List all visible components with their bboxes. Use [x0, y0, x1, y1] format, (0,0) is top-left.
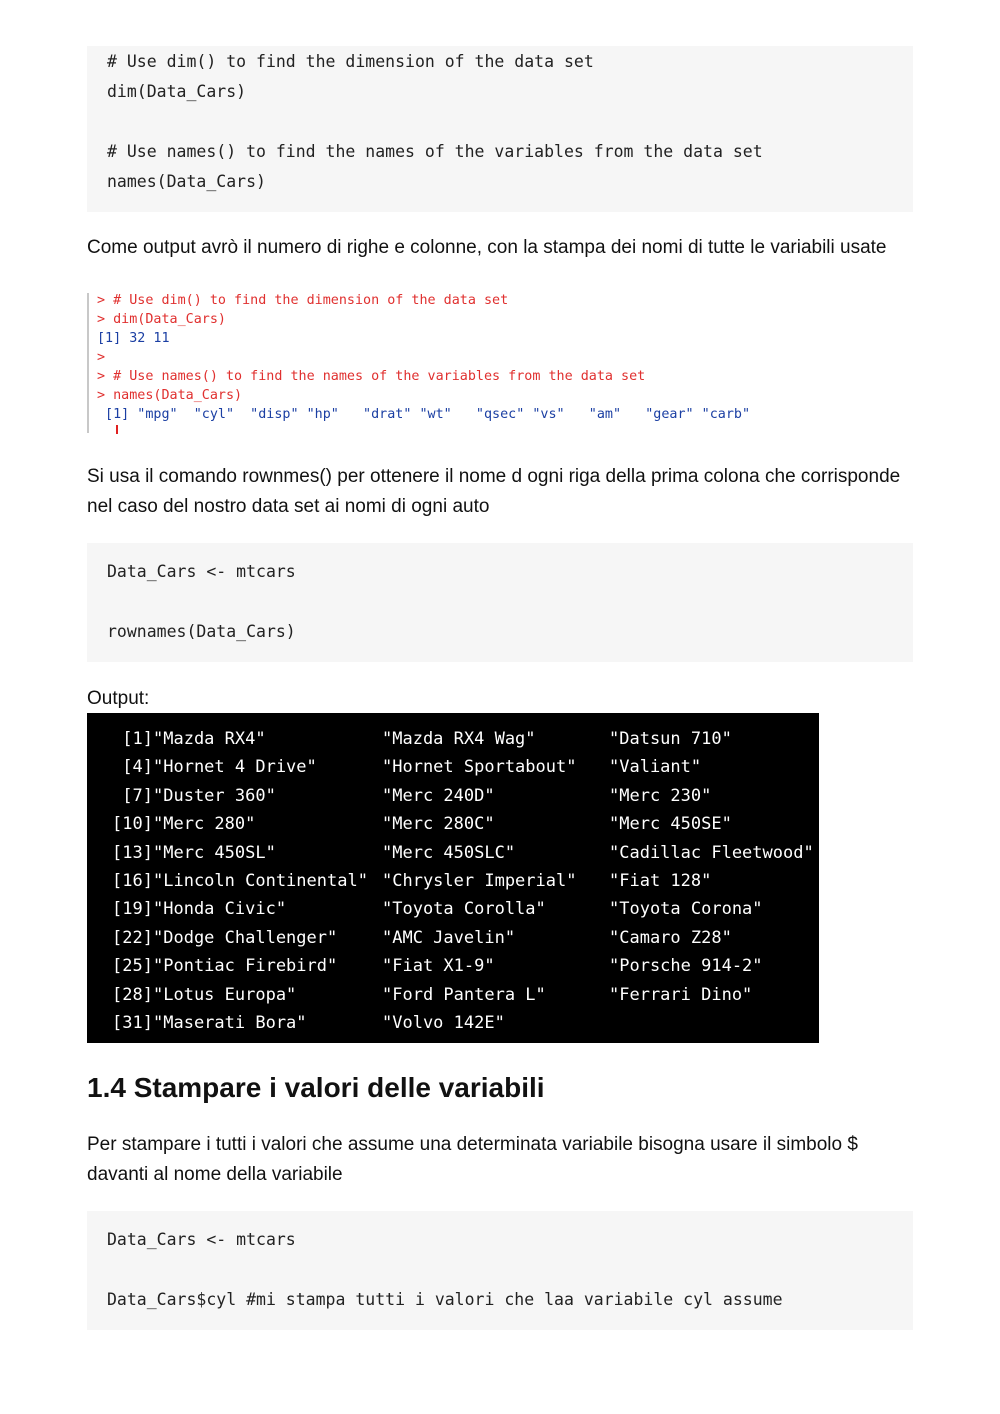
output-cell: "Merc 240D" — [382, 785, 495, 806]
console-line: [1] 32 11 — [97, 331, 170, 346]
output-row — [87, 1013, 819, 1041]
output-cell: "Ford Pantera L" — [382, 984, 546, 1005]
code-line: dim(Data_Cars) — [107, 82, 247, 101]
output-row — [87, 814, 819, 842]
output-row — [87, 871, 819, 899]
code-line: names(Data_Cars) — [107, 172, 266, 191]
output-cell: "Pontiac Firebird" — [153, 956, 338, 977]
code-line: Data_Cars <- mtcars — [107, 1230, 296, 1249]
output-cell: "Toyota Corolla" — [382, 899, 546, 920]
output-cell: "Lotus Europa" — [153, 984, 297, 1005]
output-cell: "Cadillac Fleetwood" — [609, 842, 814, 863]
output-row-index: [13] — [112, 842, 153, 863]
code-block-dim-names — [87, 46, 913, 212]
output-label: Output: — [87, 688, 150, 709]
output-row-index: [28] — [112, 984, 153, 1005]
output-row-index: [4] — [122, 757, 153, 778]
output-cell: "Porsche 914-2" — [609, 956, 763, 977]
console-line: > # Use dim() to find the dimension of the data set — [97, 293, 509, 308]
output-cell: "Datsun 710" — [609, 729, 732, 749]
output-row — [87, 786, 819, 814]
output-cell: "Hornet Sportabout" — [382, 757, 577, 778]
output-cell: "Merc 450SE" — [609, 814, 732, 835]
output-row — [87, 757, 819, 785]
output-cell: "Honda Civic" — [153, 899, 287, 920]
code-block-cyl — [87, 1211, 913, 1330]
output-cell: "Chrysler Imperial" — [382, 871, 577, 891]
output-cell: "Lincoln Continental" — [153, 871, 368, 891]
output-cell: "Merc 450SLC" — [382, 842, 516, 863]
console-line: > dim(Data_Cars) — [97, 312, 226, 327]
output-cell: "Camaro Z28" — [609, 927, 732, 948]
output-cell: "Merc 450SL" — [153, 842, 276, 863]
output-row — [87, 928, 819, 956]
console-line: > names(Data_Cars) — [97, 388, 243, 403]
output-row — [87, 985, 819, 1013]
output-row-index: [1] — [122, 729, 153, 749]
output-cell: "Merc 280" — [153, 814, 256, 835]
code-line: Data_Cars <- mtcars — [107, 562, 296, 581]
output-row — [87, 843, 819, 871]
output-cell: "Ferrari Dino" — [609, 984, 753, 1005]
output-row-index: [16] — [112, 871, 153, 891]
console-cursor — [116, 425, 118, 434]
output-cell: "Hornet 4 Drive" — [153, 757, 317, 778]
output-cell: "Merc 230" — [609, 785, 712, 806]
output-cell: "Maserati Bora" — [153, 1013, 307, 1033]
paragraph-dollar-symbol: Per stampare i tutti i valori che assume una determinata variabile bisogna usare il simbolo $ davanti al nome della variabile — [87, 1134, 858, 1185]
code-block-rownames — [87, 543, 913, 662]
console-line: [1] "mpg" "cyl" "disp" "hp" "drat" "wt" "qsec" "vs" "am" "gear" "carb" — [97, 407, 751, 422]
output-row — [87, 729, 819, 757]
output-row-index: [31] — [112, 1013, 153, 1033]
output-row-index: [19] — [112, 899, 153, 920]
paragraph-rownames-description: Si usa il comando rownmes() per ottenere il nome d ogni riga della prima colona che corrisponde nel caso del nostro data set ai nomi di ogni auto — [87, 466, 901, 517]
output-row-index: [22] — [112, 927, 153, 948]
output-row-index: [10] — [112, 814, 153, 835]
output-cell: "Volvo 142E" — [382, 1013, 505, 1033]
code-line: Data_Cars$cyl #mi stampa tutti i valori che laa variabile cyl assume — [107, 1290, 783, 1309]
output-cell: "Toyota Corona" — [609, 899, 763, 920]
output-row-index: [7] — [122, 785, 153, 806]
r-console-screenshot — [87, 293, 877, 433]
output-cell: "Mazda RX4 Wag" — [382, 729, 536, 749]
output-cell: "Mazda RX4" — [153, 729, 266, 749]
output-cell: "AMC Javelin" — [382, 927, 516, 948]
output-cell: "Fiat 128" — [609, 871, 712, 891]
code-line: # Use dim() to find the dimension of the data set — [107, 52, 594, 71]
output-cell: "Duster 360" — [153, 785, 276, 806]
output-cell: "Merc 280C" — [382, 814, 495, 835]
section-heading: 1.4 Stampare i valori delle variabili — [87, 1072, 545, 1103]
paragraph-output-description: Come output avrò il numero di righe e colonne, con la stampa dei nomi di tutte le variabili usate — [87, 237, 887, 258]
output-cell: "Valiant" — [609, 757, 702, 778]
rownames-output-terminal — [87, 713, 819, 1043]
output-row — [87, 956, 819, 984]
output-row — [87, 899, 819, 927]
console-line: > # Use names() to find the names of the variables from the data set — [97, 369, 646, 384]
output-cell: "Dodge Challenger" — [153, 927, 338, 948]
output-cell: "Fiat X1-9" — [382, 956, 495, 977]
output-row-index: [25] — [112, 956, 153, 977]
code-line: # Use names() to find the names of the variables from the data set — [107, 142, 763, 161]
console-line: > — [97, 350, 106, 365]
code-line: rownames(Data_Cars) — [107, 622, 296, 641]
